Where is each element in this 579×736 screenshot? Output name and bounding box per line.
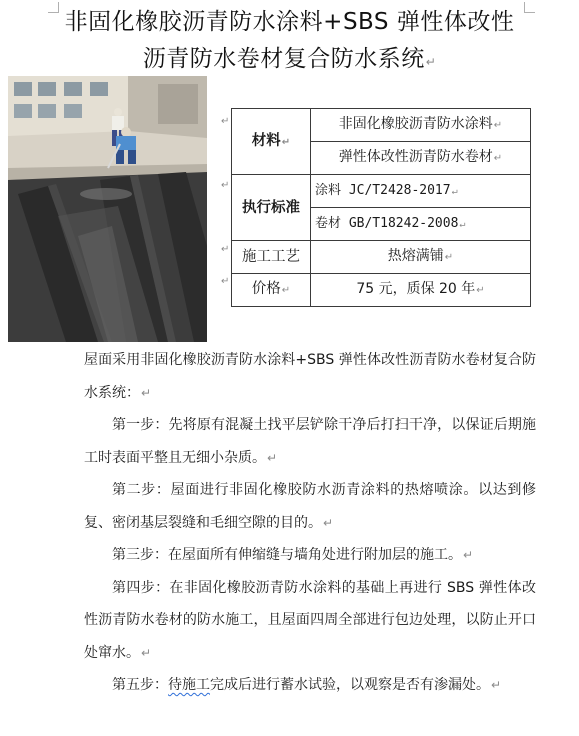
price-label: 价格↵ bbox=[232, 274, 311, 307]
body-text bbox=[84, 344, 536, 702]
material-label: 材料↵ bbox=[232, 109, 311, 175]
spelling-underline: 待施工 bbox=[168, 677, 210, 693]
paragraph-mark-icon: ↵ bbox=[476, 285, 485, 296]
paragraph-mark-icon: ↵ bbox=[221, 244, 230, 255]
paragraph-mark-icon: ↵ bbox=[444, 252, 454, 263]
table-row bbox=[232, 175, 531, 208]
material-value-2: 弹性体改性沥青防水卷材↵ bbox=[311, 142, 531, 175]
paragraph-mark-icon: ↵ bbox=[267, 450, 278, 465]
paragraph-mark-icon: ↵ bbox=[459, 218, 466, 230]
table-row bbox=[232, 241, 531, 274]
paragraph-mark-icon: ↵ bbox=[221, 116, 230, 127]
paragraph-mark-icon: ↵ bbox=[141, 385, 152, 400]
standard-value-2: 卷材 GB/T18242-2008↵ bbox=[311, 208, 531, 241]
material-value-1: 非固化橡胶沥青防水涂料↵ bbox=[311, 109, 531, 142]
step-2-paragraph: 第二步：屋面进行非固化橡胶防水沥青涂料的热熔喷涂。以达到修复、密闭基层裂缝和毛细空隙的目的。↵ bbox=[84, 482, 536, 531]
spec-table bbox=[231, 108, 531, 307]
intro-paragraph: 屋面采用非固化橡胶沥青防水涂料+SBS 弹性体改性沥青防水卷材复合防水系统：↵ bbox=[84, 352, 536, 401]
price-value: 75 元，质保 20 年↵ bbox=[311, 274, 531, 307]
paragraph-mark-icon: ↵ bbox=[491, 678, 502, 692]
paragraph-mark-icon: ↵ bbox=[323, 515, 334, 530]
paragraph-mark-icon: ↵ bbox=[451, 185, 458, 197]
step-1-paragraph: 第一步：先将原有混凝土找平层铲除干净后打扫干净，以保证后期施工时表面平整且无细小杂质。↵ bbox=[84, 417, 536, 466]
paragraph-mark-icon: ↵ bbox=[141, 645, 152, 660]
document-title-line-1: 非固化橡胶沥青防水涂料+SBS 弹性体改性 bbox=[64, 9, 515, 35]
process-value: 热熔满铺↵ bbox=[311, 241, 531, 274]
step-3-paragraph: 第三步：在屋面所有伸缩缝与墙角处进行附加层的施工。↵ bbox=[112, 547, 474, 563]
paragraph-mark-icon: ↵ bbox=[493, 120, 503, 131]
standard-label: 执行标准 bbox=[232, 175, 311, 241]
paragraph-mark-icon: ↵ bbox=[463, 548, 474, 562]
paragraph-mark-icon: ↵ bbox=[221, 180, 230, 191]
step-5-paragraph: 第五步：待施工完成后进行蓄水试验，以观察是否有渗漏处。↵ bbox=[112, 677, 502, 693]
paragraph-mark-icon: ↵ bbox=[281, 285, 291, 296]
step-4-paragraph: 第四步：在非固化橡胶沥青防水涂料的基础上再进行 SBS 弹性体改性沥青防水卷材的防水施工，且屋面四周全部进行包边处理，以防止开口处窜水。↵ bbox=[84, 579, 536, 661]
paragraph-mark-icon: ↵ bbox=[493, 153, 503, 164]
paragraph-mark-icon: ↵ bbox=[221, 276, 230, 287]
standard-value-1: 涂料 JC/T2428-2017↵ bbox=[311, 175, 531, 208]
document-title-line-2: 沥青防水卷材复合防水系统↵ bbox=[142, 46, 437, 72]
paragraph-mark-icon: ↵ bbox=[425, 55, 437, 69]
roof-waterproofing-photo bbox=[8, 76, 207, 342]
table-row bbox=[232, 109, 531, 142]
process-label: 施工工艺 bbox=[232, 241, 311, 274]
table-row bbox=[232, 274, 531, 307]
paragraph-mark-icon: ↵ bbox=[281, 136, 291, 148]
